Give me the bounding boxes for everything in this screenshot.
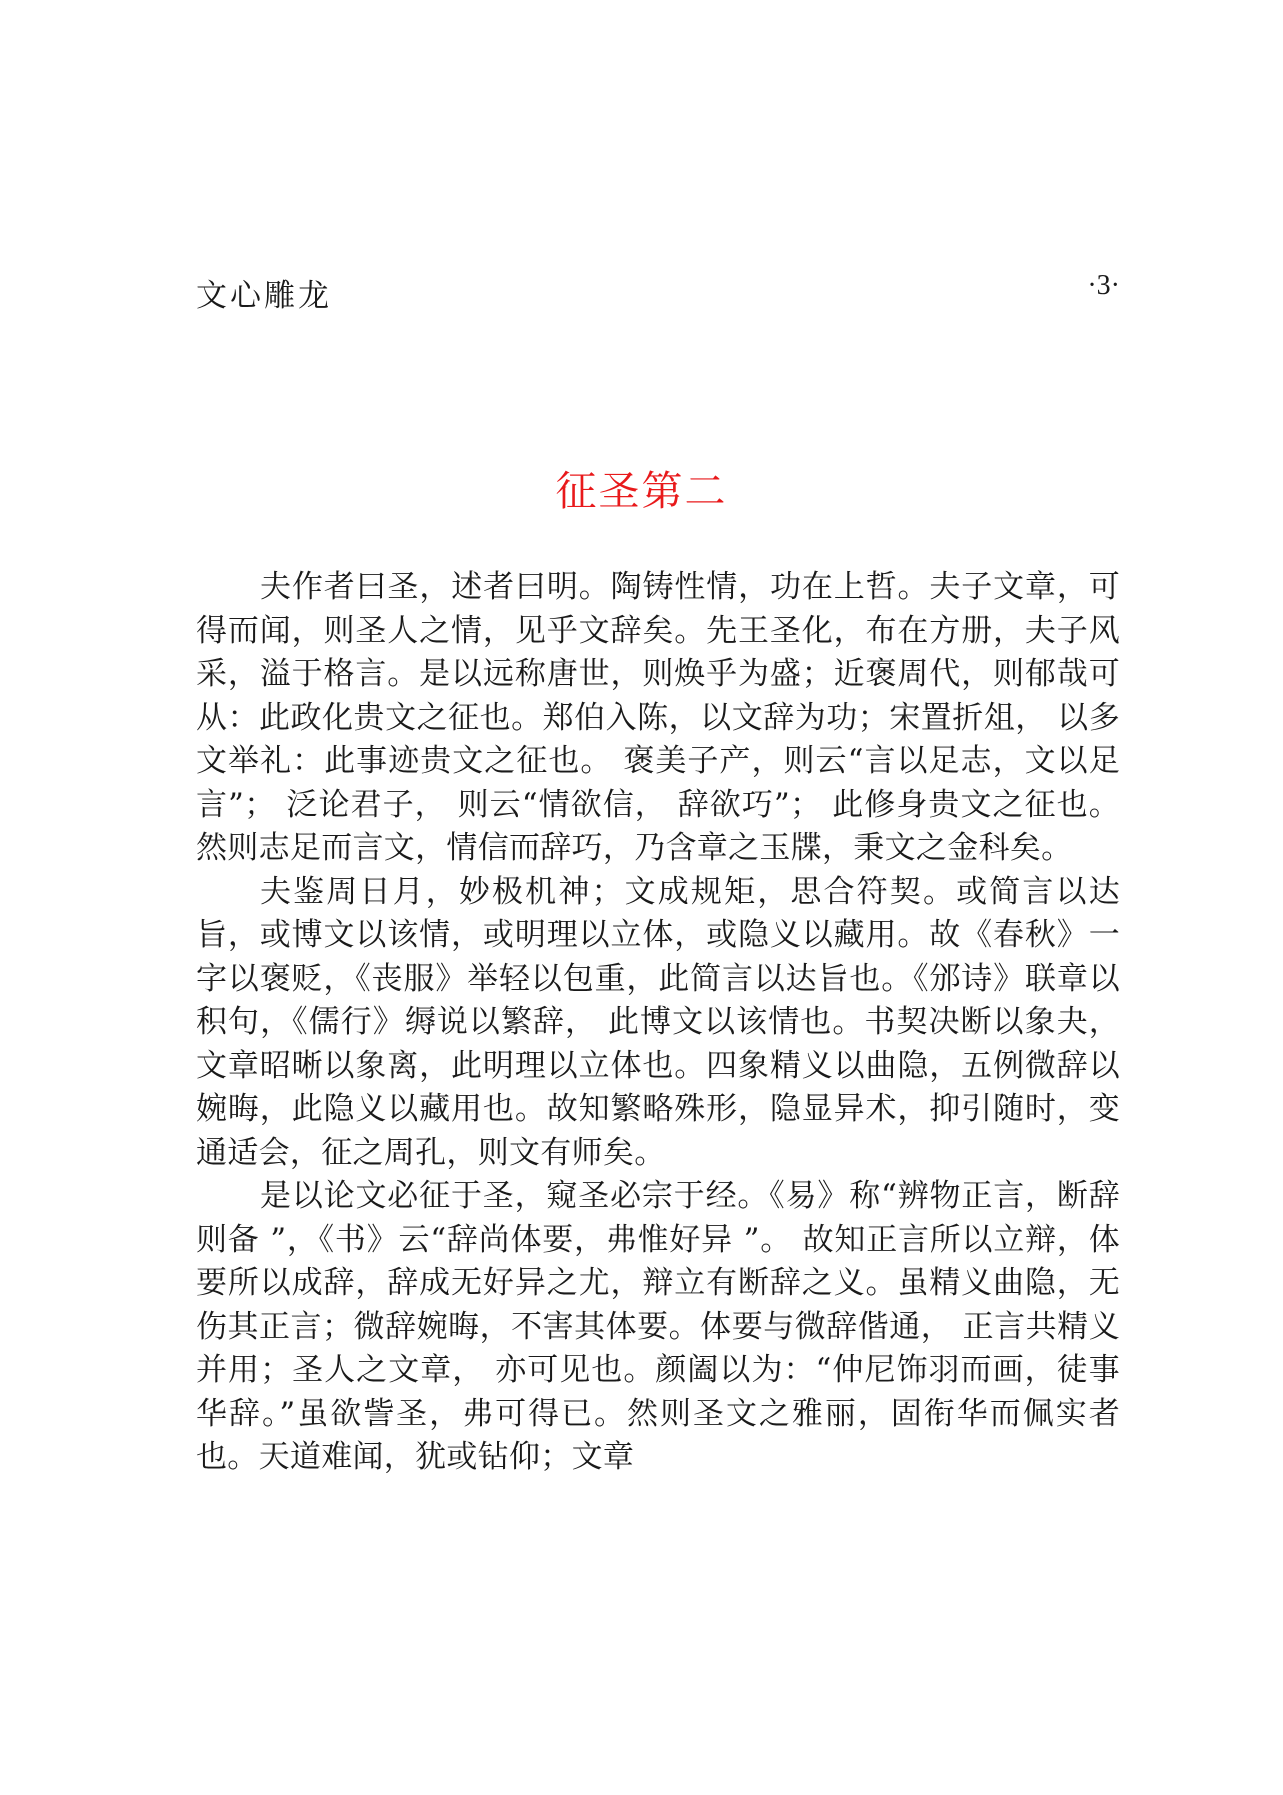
paragraph: 夫作者曰圣，述者曰明。陶铸性情，功在上哲。夫子文章，可得而闻，则圣人之情，见乎文辞矣。先王圣化，布在方册，夫子风采，溢于格言。是以远称唐世，则焕乎为盛；近褒周代，则郁哉可从：此政化贵文之征也。郑伯入陈，以文辞为功；宋置折俎， 以多文举礼：此事迹贵文之征也。 褒美子产，则云“言以足志，文以足言”； 泛论君子， 则云“情欲信， 辞欲巧”； 此修身贵文之征也。然则志足而言文，情信而辞巧，乃含章之玉牒，秉文之金科矣。: [196, 569, 1120, 866]
chapter-title: 征圣第二: [555, 467, 728, 515]
book-title: 文心雕龙: [196, 278, 332, 314]
running-header: [196, 270, 1120, 314]
paragraph: 是以论文必征于圣，窥圣必宗于经。《易》称“辨物正言，断辞则备 ”，《书》云“辞尚体要，弗惟好异 ”。 故知正言所以立辩，体要所以成辞，辞成无好异之尤，辩立有断辞之义。虽精义曲隐，无伤其正言；微辞婉晦，不害其体要。体要与微辞偕通， 正言共精义并用；圣人之文章， 亦可见也。颜阖以为：“仲尼饰羽而画，徒事华辞。”虽欲訾圣，弗可得已。然则圣文之雅丽，固衔华而佩实者也。天道难闻，犹或钻仰；文章: [196, 1178, 1120, 1475]
paragraph: 夫鉴周日月，妙极机神；文成规矩，思合符契。或简言以达旨，或博文以该情，或明理以立体，或隐义以藏用。故《春秋》一字以褒贬，《丧服》举轻以包重，此简言以达旨也。《邠诗》联章以积句，《儒行》缛说以繁辞， 此博文以该情也。书契决断以象夬，文章昭晰以象离，此明理以立体也。四象精义以曲隐，五例微辞以婉晦，此隐义以藏用也。故知繁略殊形，隐显异术，抑引随时，变通适会，征之周孔，则文有师矣。: [196, 873, 1120, 1171]
body-text: [196, 566, 1120, 1480]
page-number: ·3·: [1087, 270, 1120, 301]
